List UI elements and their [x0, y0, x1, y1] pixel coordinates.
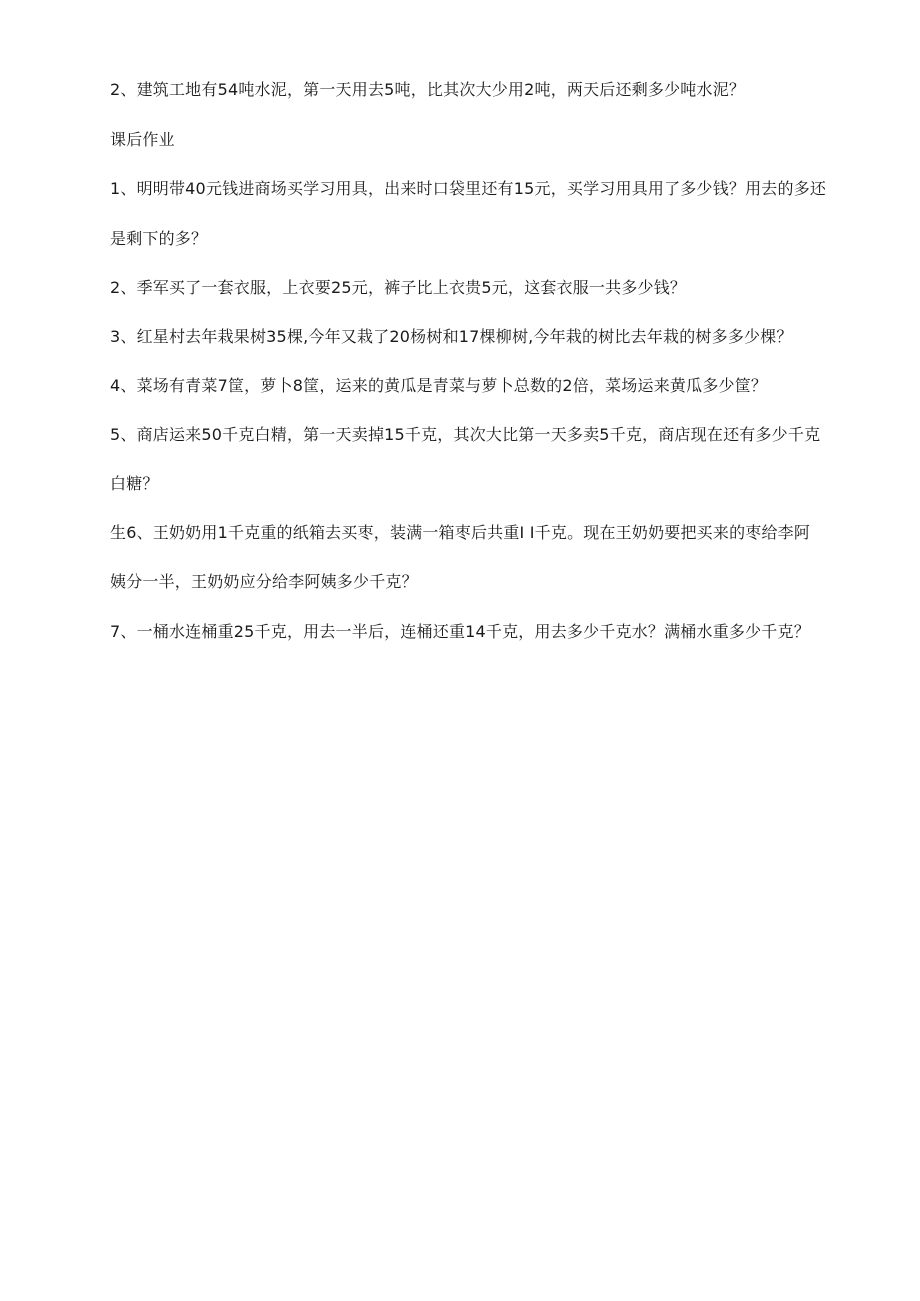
homework-question-5-line-2: 白糖？ [110, 474, 159, 493]
homework-question-5-line-1: 5、商店运来50千克白精，第一天卖掉15千克，其次大比第一天多卖5千克，商店现在还有多少千克 [110, 425, 821, 444]
homework-question-6-line-2: 姨分一半，王奶奶应分给李阿姨多少千克？ [110, 572, 418, 591]
homework-question-4: 4、菜场有青菜7筐，萝卜8筐，运来的黄瓜是青菜与萝卜总数的2倍，菜场运来黄瓜多少筐？ [110, 376, 768, 395]
homework-question-1-line-1: 1、明明带40元钱进商场买学习用具，出来时口袋里还有15元，买学习用具用了多少钱？用去的多还 [110, 179, 827, 198]
section-heading-homework: 课后作业 [110, 130, 175, 149]
homework-question-1-line-2: 是剩下的多？ [110, 229, 208, 248]
homework-question-7: 7、一桶水连桶重25千克，用去一半后，连桶还重14千克，用去多少千克水？满桶水重多少千克？ [110, 622, 810, 641]
homework-question-6-line-1: 生6、王奶奶用1千克重的纸箱去买枣，装满一箱枣后共重I I千克。现在王奶奶要把买来的枣给李阿 [110, 523, 811, 542]
homework-question-3: 3、红星村去年栽果树35棵,今年又栽了20杨树和17棵柳树,今年栽的树比去年栽的树多多少棵？ [110, 327, 793, 346]
homework-question-2: 2、季军买了一套衣服，上衣要25元，裤子比上衣贵5元，这套衣服一共多少钱？ [110, 278, 687, 297]
question-construction-cement: 2、建筑工地有54吨水泥，第一天用去5吨，比其次大少用2吨，两天后还剩多少吨水泥？ [110, 80, 746, 99]
